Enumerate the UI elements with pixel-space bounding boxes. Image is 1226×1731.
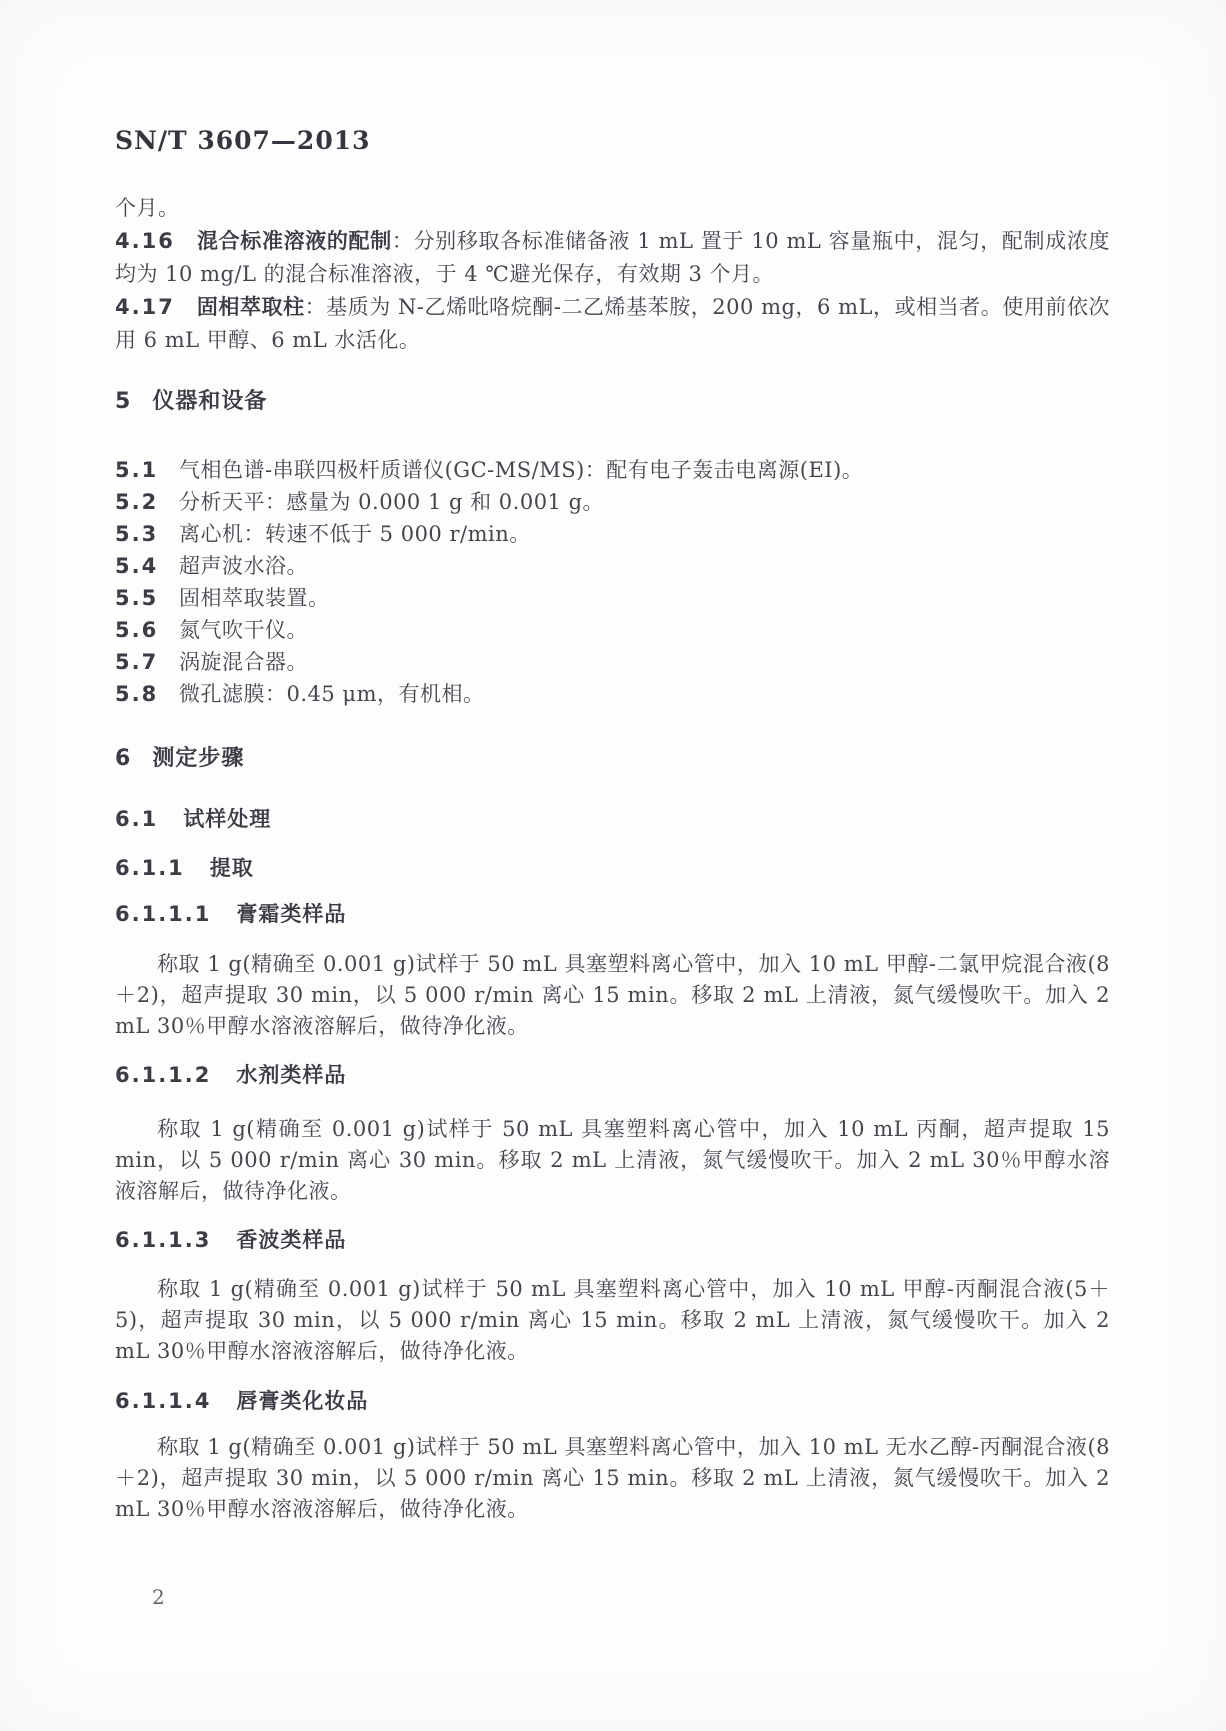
heading-6-1-1-3 [115, 1224, 1110, 1257]
heading-6-1 [115, 803, 1110, 836]
heading-title: 试样处理 [183, 807, 272, 831]
section-6-heading [115, 742, 1110, 775]
item-number: 5.7 [115, 650, 159, 674]
clause-4-16 [115, 225, 1110, 291]
apparatus-item-5-1 [115, 454, 1110, 486]
heading-number: 6.1.1.1 [115, 902, 212, 926]
item-text: 涡旋混合器。 [179, 650, 308, 674]
heading-title: 膏霜类样品 [236, 902, 347, 926]
clause-term: 固相萃取柱 [196, 295, 305, 319]
item-number: 5.5 [115, 586, 159, 610]
heading-number: 6.1.1.4 [115, 1389, 212, 1413]
clause-number: 4.16 [115, 229, 175, 253]
item-text: 微孔滤膜：0.45 μm，有机相。 [179, 682, 485, 706]
item-number: 5.6 [115, 618, 159, 642]
heading-title: 提取 [209, 856, 254, 880]
heading-number: 6.1 [115, 807, 159, 831]
heading-number: 6.1.1 [115, 856, 185, 880]
item-text: 分析天平：感量为 0.000 1 g 和 0.001 g。 [179, 490, 605, 514]
section-title: 测定步骤 [152, 746, 245, 771]
page-content [115, 0, 1110, 1612]
heading-6-1-1-4 [115, 1385, 1110, 1418]
item-number: 5.2 [115, 490, 159, 514]
apparatus-item-5-6 [115, 614, 1110, 646]
heading-title: 香波类样品 [236, 1228, 347, 1252]
apparatus-item-5-7 [115, 646, 1110, 678]
item-number: 5.3 [115, 522, 159, 546]
clause-text: ：基质为 N-乙烯吡咯烷酮-二乙烯基苯胺，200 mg，6 mL，或相当者。使用前依次用 6 mL 甲醇、6 mL 水活化。 [115, 295, 1110, 352]
section-title: 仪器和设备 [152, 389, 268, 414]
heading-number: 6.1.1.3 [115, 1228, 212, 1252]
clause-number: 4.17 [115, 295, 175, 319]
item-number: 5.8 [115, 682, 159, 706]
procedure-paragraph-cream: 称取 1 g(精确至 0.001 g)试样于 50 mL 具塞塑料离心管中，加入 10 mL 甲醇-二氯甲烷混合液(8＋2)，超声提取 30 min，以 5 000 r/min 离心 15 min。移取 2 mL 上清液，氮气缓慢吹干。加入 2 mL 30％甲醇水溶液溶解后，做待净化液。 [115, 952, 1110, 1038]
apparatus-item-5-4 [115, 550, 1110, 582]
item-text: 固相萃取装置。 [179, 586, 330, 610]
apparatus-item-5-2 [115, 486, 1110, 518]
heading-6-1-1-2 [115, 1059, 1110, 1092]
heading-6-1-1 [115, 852, 1110, 885]
item-number: 5.4 [115, 554, 159, 578]
apparatus-item-5-8 [115, 678, 1110, 710]
apparatus-list [115, 454, 1110, 710]
heading-title: 水剂类样品 [236, 1063, 347, 1087]
item-number: 5.1 [115, 458, 159, 482]
apparatus-item-5-5 [115, 582, 1110, 614]
apparatus-item-5-3 [115, 518, 1110, 550]
section-number: 6 [115, 746, 133, 771]
item-text: 离心机：转速不低于 5 000 r/min。 [179, 522, 531, 546]
section-number: 5 [115, 389, 133, 414]
clause-4-17 [115, 291, 1110, 357]
standard-code-header: SN/T 3607—2013 [115, 126, 371, 155]
heading-title: 唇膏类化妆品 [236, 1389, 369, 1413]
heading-number: 6.1.1.2 [115, 1063, 212, 1087]
clause-text: ：分别移取各标准储备液 1 mL 置于 10 mL 容量瓶中，混匀，配制成浓度均为 10 mg/L 的混合标准溶液，于 4 ℃避光保存，有效期 3 个月。 [115, 229, 1110, 286]
procedure-paragraph-aqueous: 称取 1 g(精确至 0.001 g)试样于 50 mL 具塞塑料离心管中，加入 10 mL 丙酮，超声提取 15 min，以 5 000 r/min 离心 30 min。移取 2 mL 上清液，氮气缓慢吹干。加入 2 mL 30％甲醇水溶液溶解后，做待净化液。 [115, 1117, 1110, 1203]
item-text: 超声波水浴。 [179, 554, 308, 578]
section-5-heading [115, 385, 1110, 418]
procedure-paragraph-lipstick: 称取 1 g(精确至 0.001 g)试样于 50 mL 具塞塑料离心管中，加入 10 mL 无水乙醇-丙酮混合液(8＋2)，超声提取 30 min，以 5 000 r/min 离心 15 min。移取 2 mL 上清液，氮气缓慢吹干。加入 2 mL 30％甲醇水溶液溶解后，做待净化液。 [115, 1435, 1110, 1521]
paragraph-continuation: 个月。 [115, 196, 180, 220]
procedure-paragraph-shampoo: 称取 1 g(精确至 0.001 g)试样于 50 mL 具塞塑料离心管中，加入 10 mL 甲醇-丙酮混合液(5＋5)，超声提取 30 min，以 5 000 r/min 离心 15 min。移取 2 mL 上清液，氮气缓慢吹干。加入 2 mL 30％甲醇水溶液溶解后，做待净化液。 [115, 1277, 1110, 1363]
page-number: 2 [152, 1585, 165, 1609]
item-text: 气相色谱-串联四极杆质谱仪(GC-MS/MS)：配有电子轰击电离源(EI)。 [179, 458, 864, 482]
clause-term: 混合标准溶液的配制 [196, 229, 392, 253]
heading-6-1-1-1 [115, 898, 1110, 931]
item-text: 氮气吹干仪。 [179, 618, 308, 642]
